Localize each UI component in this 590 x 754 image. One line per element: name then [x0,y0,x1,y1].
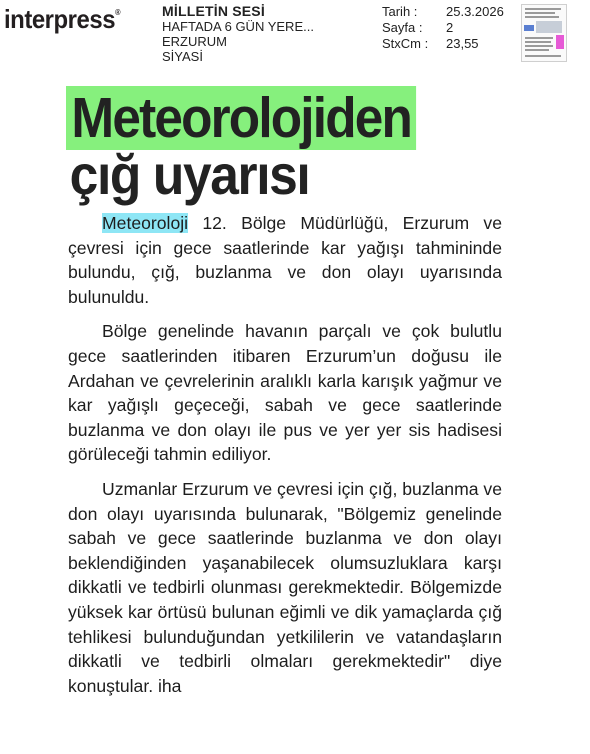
meta-value: 2 [446,20,454,35]
article-paragraph: Uzmanlar Erzurum ve çevresi için çığ, buzlanma ve don olayı uyarısında bulunarak, "Bölgemiz genelinde sabah ve gece saatlerinde buzlanma ve don olayı beklendiğinden yaşanabilecek olumsuzluklara karşı dikkatli ve tedbirli olunması gerekmektedir. Bölgemizde yüksek kar örtüsü bulunan eğimli ve dik yamaçlarda çığ tehlikesi bulunduğundan yetkililerin ve vatandaşların dikkatli ve tedbirli olmaları gerekmektedir" diye konuştular. iha [68,478,502,696]
interpress-logo [4,4,120,35]
thumb-line [525,55,561,57]
thumb-line [525,49,549,51]
article-headline [66,86,455,204]
highlighted-term: Meteoroloji [102,213,189,233]
meta-date [382,4,504,20]
article-body [68,211,502,708]
meta-value: 25.3.2026 [446,4,504,19]
logo-text: interpress [4,4,116,34]
paragraph-text: 12. Bölge Müdürlüğü, Erzurum ve çevresi için gece saatlerinde kar yağışı tahmininde bulundu, çığ, buzlanma ve don olayı uyarısında bulunuldu. [68,213,502,307]
thumb-photo [536,21,562,33]
meta-page [382,20,504,36]
clipping-meta [382,4,504,52]
thumb-line [525,8,561,10]
publication-info [162,4,314,64]
thumb-highlight [556,35,564,49]
newspaper-frequency: HAFTADA 6 GÜN YERE... [162,19,314,34]
article-paragraph: Bölge genelinde havanın parçalı ve çok bulutlu gece saatlerinden itibaren Erzurum’un doğusu ile Ardahan ve çevrelerinin aralıklı karla karışık yağmur ve kar yağışlı geçeceği, sabah ve gece saatlerinde buzlanma ve don olayı ile pus ve yer yer sis hadisesi görüleceği tahmin ediliyor. [68,321,502,465]
thumb-line [525,12,555,14]
newspaper-city: ERZURUM [162,34,227,49]
headline-line-1: Meteorolojiden [66,86,416,150]
meta-label: Sayfa : [382,20,423,35]
newspaper-category: SİYASİ [162,49,203,64]
thumb-line [525,41,551,43]
meta-label: Tarih : [382,4,418,19]
clipping-header [0,0,590,68]
newspaper-name: MİLLETİN SESİ [162,3,265,19]
thumb-photo [524,25,534,31]
registered-mark: ® [115,8,121,17]
thumb-line [525,45,553,47]
article-paragraph [68,211,502,309]
thumb-line [525,37,553,39]
headline-line-2: çığ uyarısı [69,143,310,206]
meta-size [382,36,504,52]
meta-label: StxCm : [382,36,429,51]
meta-value: 23,55 [446,36,479,51]
page-thumbnail[interactable] [521,4,567,62]
thumb-line [525,16,559,18]
